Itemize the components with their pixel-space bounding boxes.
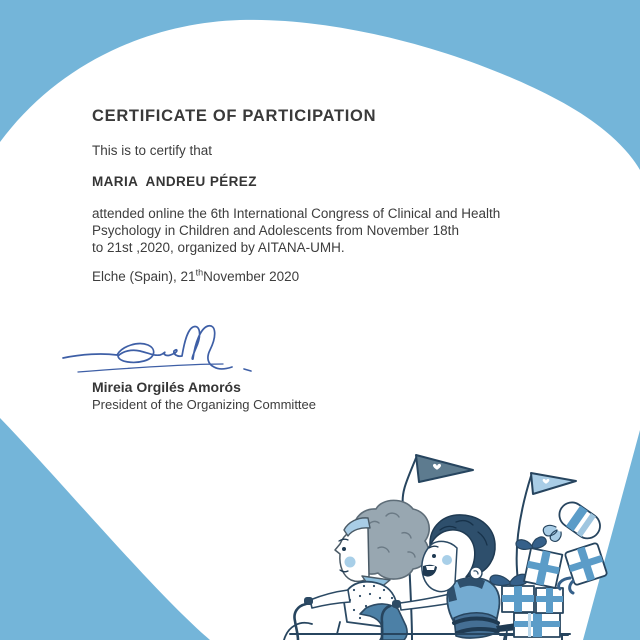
body-line-2: Psychology in Children and Adolescents from November 18th	[92, 223, 459, 238]
recipient-name: MARIA ANDREU PÉREZ	[92, 174, 257, 189]
boy-arm	[400, 594, 452, 610]
ribbon-bow-icon	[516, 537, 546, 550]
girl-face	[335, 528, 369, 582]
signature-flourish	[60, 320, 260, 376]
boy-ear	[470, 567, 482, 579]
pennant-flag-icon	[416, 455, 473, 482]
place-date-prefix: Elche (Spain), 21	[92, 269, 196, 284]
signature-underline	[78, 364, 223, 372]
girl-rider	[304, 500, 429, 640]
date-ordinal: th	[195, 267, 204, 278]
gift-box-icon	[514, 613, 560, 637]
children-bicycle-illustration	[280, 430, 640, 640]
flying-gift	[559, 543, 608, 593]
body-line-1: attended online the 6th International Congress of Clinical and Health	[92, 206, 501, 221]
body-line-3: to 21st ,2020, organized by AITANA-UMH.	[92, 240, 345, 255]
place-date-suffix: November 2020	[203, 269, 300, 284]
gift-box-icon	[502, 586, 534, 612]
pennant-flag-icon	[531, 473, 576, 494]
place-and-date	[92, 269, 299, 284]
signer-title: President of the Organizing Committee	[92, 397, 316, 412]
certificate-body	[92, 205, 562, 256]
gift-capsule-icon	[543, 498, 605, 544]
ribbon-bow-icon	[490, 574, 528, 585]
gift-box-icon	[536, 588, 563, 613]
certify-intro-text: This is to certify that	[92, 143, 213, 158]
boy-hand	[392, 600, 401, 608]
signature-stroke	[63, 326, 232, 369]
signer-name: Mireia Orgilés Amorós	[92, 379, 241, 395]
certificate-title: CERTIFICATE OF PARTICIPATION	[92, 107, 377, 125]
signature-dash	[244, 369, 251, 371]
